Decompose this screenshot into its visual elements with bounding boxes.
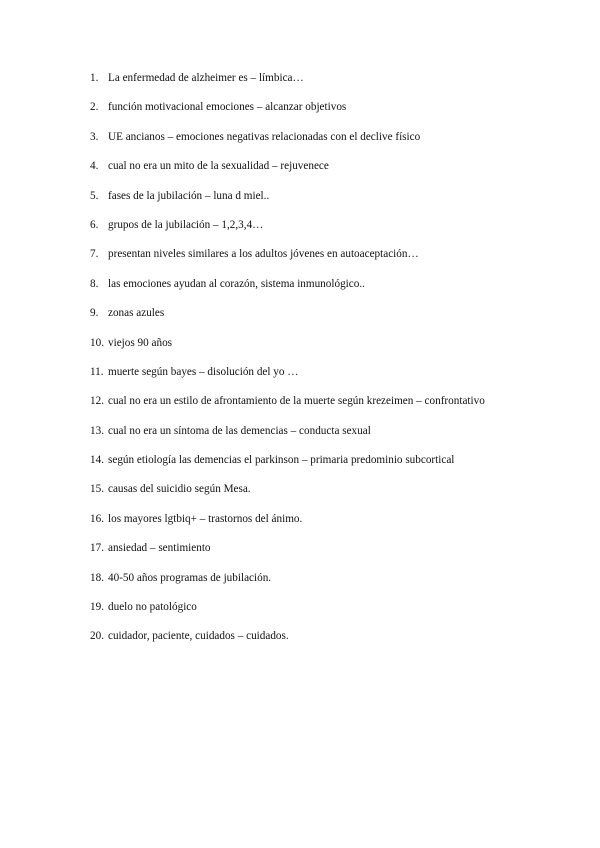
list-item <box>90 188 570 217</box>
item-number: 3. <box>90 130 99 143</box>
item-text: las emociones ayudan al corazón, sistema inmunológico.. <box>108 277 365 290</box>
item-number: 8. <box>90 277 99 290</box>
item-text: cual no era un estilo de afrontamiento de la muerte según krezeimen – confrontativo <box>108 395 485 408</box>
item-text: La enfermedad de alzheimer es – límbica… <box>108 72 304 84</box>
item-text: causas del suicidio según Mesa. <box>108 483 251 496</box>
list-item <box>90 276 570 305</box>
item-text: grupos de la jubilación – 1,2,3,4… <box>108 218 264 231</box>
list-item <box>90 599 570 628</box>
list-item <box>90 70 570 99</box>
item-text: función motivacional emociones – alcanzar objetivos <box>108 101 347 114</box>
list-item <box>90 217 570 246</box>
numbered-list <box>90 70 570 658</box>
item-text: presentan niveles similares a los adultos jóvenes en autoaceptación… <box>108 248 419 261</box>
item-number: 13. <box>90 424 104 437</box>
item-text: duelo no patológico <box>108 601 197 614</box>
item-text: viejos 90 años <box>108 336 173 349</box>
list-item <box>90 305 570 334</box>
item-number: 1. <box>90 72 99 84</box>
list-item <box>90 158 570 187</box>
list-item <box>90 364 570 393</box>
item-text: cual no era un mito de la sexualidad – rejuvenece <box>108 160 329 173</box>
item-number: 7. <box>90 248 99 261</box>
item-number: 12. <box>90 395 104 408</box>
list-item <box>90 452 570 481</box>
list-item <box>90 393 570 422</box>
item-text: cual no era un síntoma de las demencias – conducta sexual <box>108 424 371 437</box>
item-text: cuidador, paciente, cuidados – cuidados. <box>108 630 289 643</box>
list-item <box>90 335 570 364</box>
item-text: 40-50 años programas de jubilación. <box>108 571 272 584</box>
item-number: 18. <box>90 571 104 584</box>
list-item <box>90 99 570 128</box>
list-item <box>90 129 570 158</box>
item-number: 16. <box>90 512 104 525</box>
list-item <box>90 423 570 452</box>
item-text: fases de la jubilación – luna d miel.. <box>108 189 270 202</box>
item-number: 9. <box>90 307 99 320</box>
item-number: 10. <box>90 336 104 349</box>
list-item <box>90 511 570 540</box>
item-text: ansiedad – sentimiento <box>108 542 211 555</box>
item-text: muerte según bayes – disolución del yo … <box>108 365 299 378</box>
list-item <box>90 628 570 657</box>
item-number: 14. <box>90 454 104 467</box>
list-item <box>90 570 570 599</box>
item-number: 11. <box>90 365 104 378</box>
item-text: UE ancianos – emociones negativas relacionadas con el declive físico <box>108 130 421 143</box>
item-number: 2. <box>90 101 99 114</box>
item-number: 17. <box>90 542 104 555</box>
item-text: zonas azules <box>108 307 165 320</box>
item-text: los mayores lgtbiq+ – trastornos del ánimo. <box>108 512 303 525</box>
item-number: 4. <box>90 160 99 173</box>
item-number: 5. <box>90 189 99 202</box>
item-number: 20. <box>90 630 104 643</box>
item-number: 15. <box>90 483 104 496</box>
list-item <box>90 540 570 569</box>
list-item <box>90 246 570 275</box>
item-number: 19. <box>90 601 104 614</box>
item-text: según etiología las demencias el parkinson – primaria predominio subcortical <box>108 454 455 467</box>
item-number: 6. <box>90 218 99 231</box>
list-item <box>90 481 570 510</box>
